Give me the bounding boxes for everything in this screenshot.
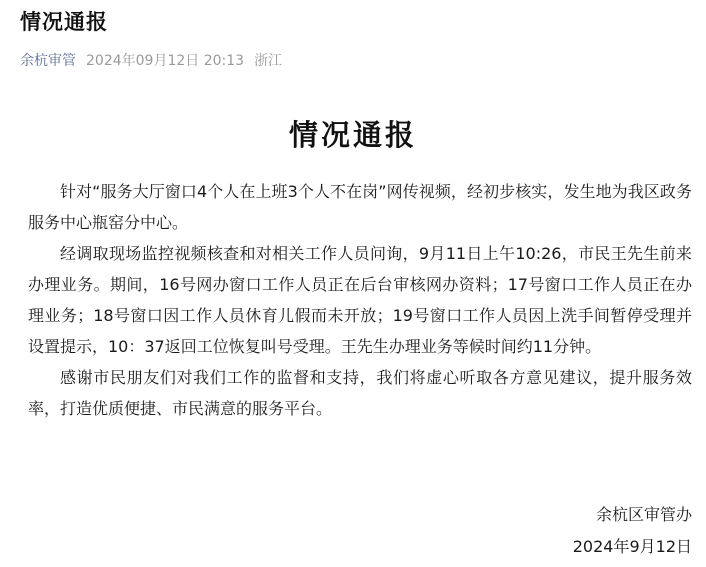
notice-paragraph: 针对“服务大厅窗口4个人在上班3个人不在岗”网传视频，经初步核实，发生地为我区政务服务中心瓶窑分中心。 (28, 182, 692, 232)
article-meta (20, 50, 282, 70)
signature-organization: 余杭区审管办 (595, 505, 692, 524)
notice-heading: 情况通报 (288, 118, 417, 152)
article-title: 情况通报 (20, 10, 108, 34)
publish-date: 2024年09月12日 20:13 (86, 53, 245, 69)
notice-paragraph: 经调取现场监控视频核查和对相关工作人员问询，9月11日上午10:26，市民王先生前来办理业务。期间，16号网办窗口工作人员正在后台审核网办资料；17号窗口工作人员正在办理业务；18号窗口因工作人员休育儿假而未开放；19号窗口工作人员因上洗手间暂停受理并设置提示，10：37返回工位恢复叫号受理。王先生办理业务等候时间约11分钟。 (28, 244, 692, 356)
account-name-link[interactable]: 余杭审管 (20, 53, 76, 69)
notice-body (28, 176, 692, 424)
publish-location: 浙江 (254, 53, 283, 69)
signature-date: 2024年9月12日 (572, 537, 692, 556)
notice-paragraph: 感谢市民朋友们对我们工作的监督和支持，我们将虚心听取各方意见建议，提升服务效率，打造优质便捷、市民满意的服务平台。 (28, 368, 692, 418)
